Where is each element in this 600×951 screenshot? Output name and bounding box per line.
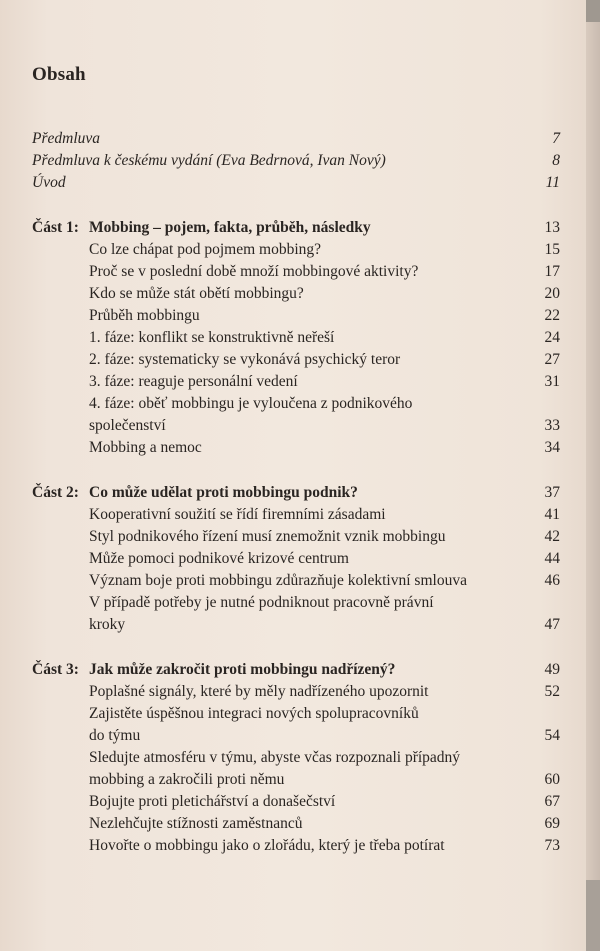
toc-entry-title: Úvod [32,174,66,191]
toc-chapter [32,239,560,261]
toc-chapter [32,747,560,769]
toc-chapter-continuation [32,415,560,437]
toc-chapter-title: do týmu [89,727,141,744]
toc-chapter-title: Bojujte proti pletichářství a donašečství [89,793,336,810]
toc-chapter-title: Sledujte atmosféru v týmu, abyste včas rozpoznali případný [89,749,461,766]
toc-chapter-page: 44 [544,550,560,567]
toc-chapter [32,305,560,327]
toc-entry-page: 8 [552,152,560,169]
toc-chapter-title: 3. fáze: reaguje personální vedení [89,373,298,390]
toc-chapter-continuation [32,614,560,636]
toc-chapter-page: 17 [544,263,560,280]
toc-chapter-title: Nezlehčujte stížnosti zaměstnanců [89,815,303,832]
toc-chapter [32,327,560,349]
toc-chapter-title: Proč se v poslední době množí mobbingové aktivity? [89,263,419,280]
toc-chapter-title: Co lze chápat pod pojmem mobbing? [89,241,322,258]
toc-chapter [32,548,560,570]
toc-entry-front [32,172,560,194]
toc-chapter-title: Hovořte o mobbingu jako o zlořádu, který je třeba potírat [89,837,445,854]
toc-chapter [32,681,560,703]
toc-chapter-page: 15 [544,241,560,258]
page-edge [586,0,600,951]
toc-chapter-title: 2. fáze: systematicky se vykonává psychický teror [89,351,401,368]
toc-chapter [32,437,560,459]
toc-part-title: Jak může zakročit proti mobbingu nadřízený? [89,661,396,678]
toc-part-title: Co může udělat proti mobbingu podnik? [89,484,358,501]
toc-title: Obsah [32,64,86,85]
toc-chapter-page: 41 [544,506,560,523]
toc-chapter [32,526,560,548]
toc-chapter [32,349,560,371]
toc-part-page: 49 [544,661,560,678]
toc-chapter-title: Průběh mobbingu [89,307,200,324]
toc-chapter-title: Může pomoci podnikové krizové centrum [89,550,349,567]
toc-chapter [32,371,560,393]
toc-chapter-continuation [32,725,560,747]
toc-chapter [32,592,560,614]
toc-part-heading [32,217,560,239]
toc-part-page: 37 [544,484,560,501]
toc-chapter-title: mobbing a zakročili proti němu [89,771,285,788]
toc-entry-page: 7 [552,130,560,147]
toc-chapter [32,393,560,415]
toc-chapter-page: 24 [544,329,560,346]
toc-chapter-title: 4. fáze: oběť mobbingu je vyloučena z podnikového [89,395,413,412]
toc-chapter-title: Poplašné signály, které by měly nadřízeného upozornit [89,683,429,700]
toc-part-heading [32,482,560,504]
toc-chapter-title: Mobbing a nemoc [89,439,202,456]
toc-chapter-page: 69 [544,815,560,832]
toc-chapter-title: společenství [89,417,166,434]
page-edge-tab-bottom [586,880,600,951]
page-edge-tab-top [586,0,600,22]
toc-part-label: Část 2: [32,484,79,501]
toc-chapter-page: 73 [544,837,560,854]
toc-chapter-page: 60 [544,771,560,788]
toc-chapter-title: Význam boje proti mobbingu zdůrazňuje kolektivní smlouva [89,572,467,589]
toc-chapter [32,813,560,835]
toc-entry-title: Předmluva [32,130,101,147]
toc-chapter-page: 33 [544,417,560,434]
toc-chapter-title: Zajistěte úspěšnou integraci nových spolupracovníků [89,705,419,722]
toc-chapter [32,791,560,813]
toc-chapter [32,504,560,526]
toc-chapter-title: V případě potřeby je nutné podniknout pracovně právní [89,594,434,611]
toc-chapter-page: 42 [544,528,560,545]
toc-chapter [32,283,560,305]
toc-entry-title: Předmluva k českému vydání (Eva Bedrnová, Ivan Nový) [32,152,386,169]
toc-chapter-page: 22 [544,307,560,324]
toc-chapter-page: 52 [544,683,560,700]
toc-part-heading [32,659,560,681]
toc-entry-front [32,150,560,172]
toc-chapter-title: Styl podnikového řízení musí znemožnit vznik mobbingu [89,528,446,545]
toc-chapter [32,570,560,592]
toc-chapter [32,703,560,725]
toc-chapter-page: 34 [544,439,560,456]
toc-chapter-title: Kooperativní soužití se řídí firemními zásadami [89,506,386,523]
toc-chapter-page: 67 [544,793,560,810]
toc-chapter-page: 27 [544,351,560,368]
toc-chapter [32,835,560,857]
toc-chapter-continuation [32,769,560,791]
toc-chapter [32,261,560,283]
toc-entry-page: 11 [545,174,560,191]
toc-part-label: Část 1: [32,219,79,236]
toc-chapter-title: kroky [89,616,126,633]
toc-chapter-title: Kdo se může stát obětí mobbingu? [89,285,304,302]
toc-chapter-title: 1. fáze: konflikt se konstruktivně neřeší [89,329,335,346]
toc-chapter-page: 46 [544,572,560,589]
toc-chapter-page: 47 [544,616,560,633]
toc-chapter-page: 31 [544,373,560,390]
toc-chapter-page: 20 [544,285,560,302]
toc-part-page: 13 [544,219,560,236]
toc-part-label: Část 3: [32,661,79,678]
toc-part-title: Mobbing – pojem, fakta, průběh, následky [89,219,371,236]
toc-entry-front [32,128,560,150]
toc-chapter-page: 54 [544,727,560,744]
